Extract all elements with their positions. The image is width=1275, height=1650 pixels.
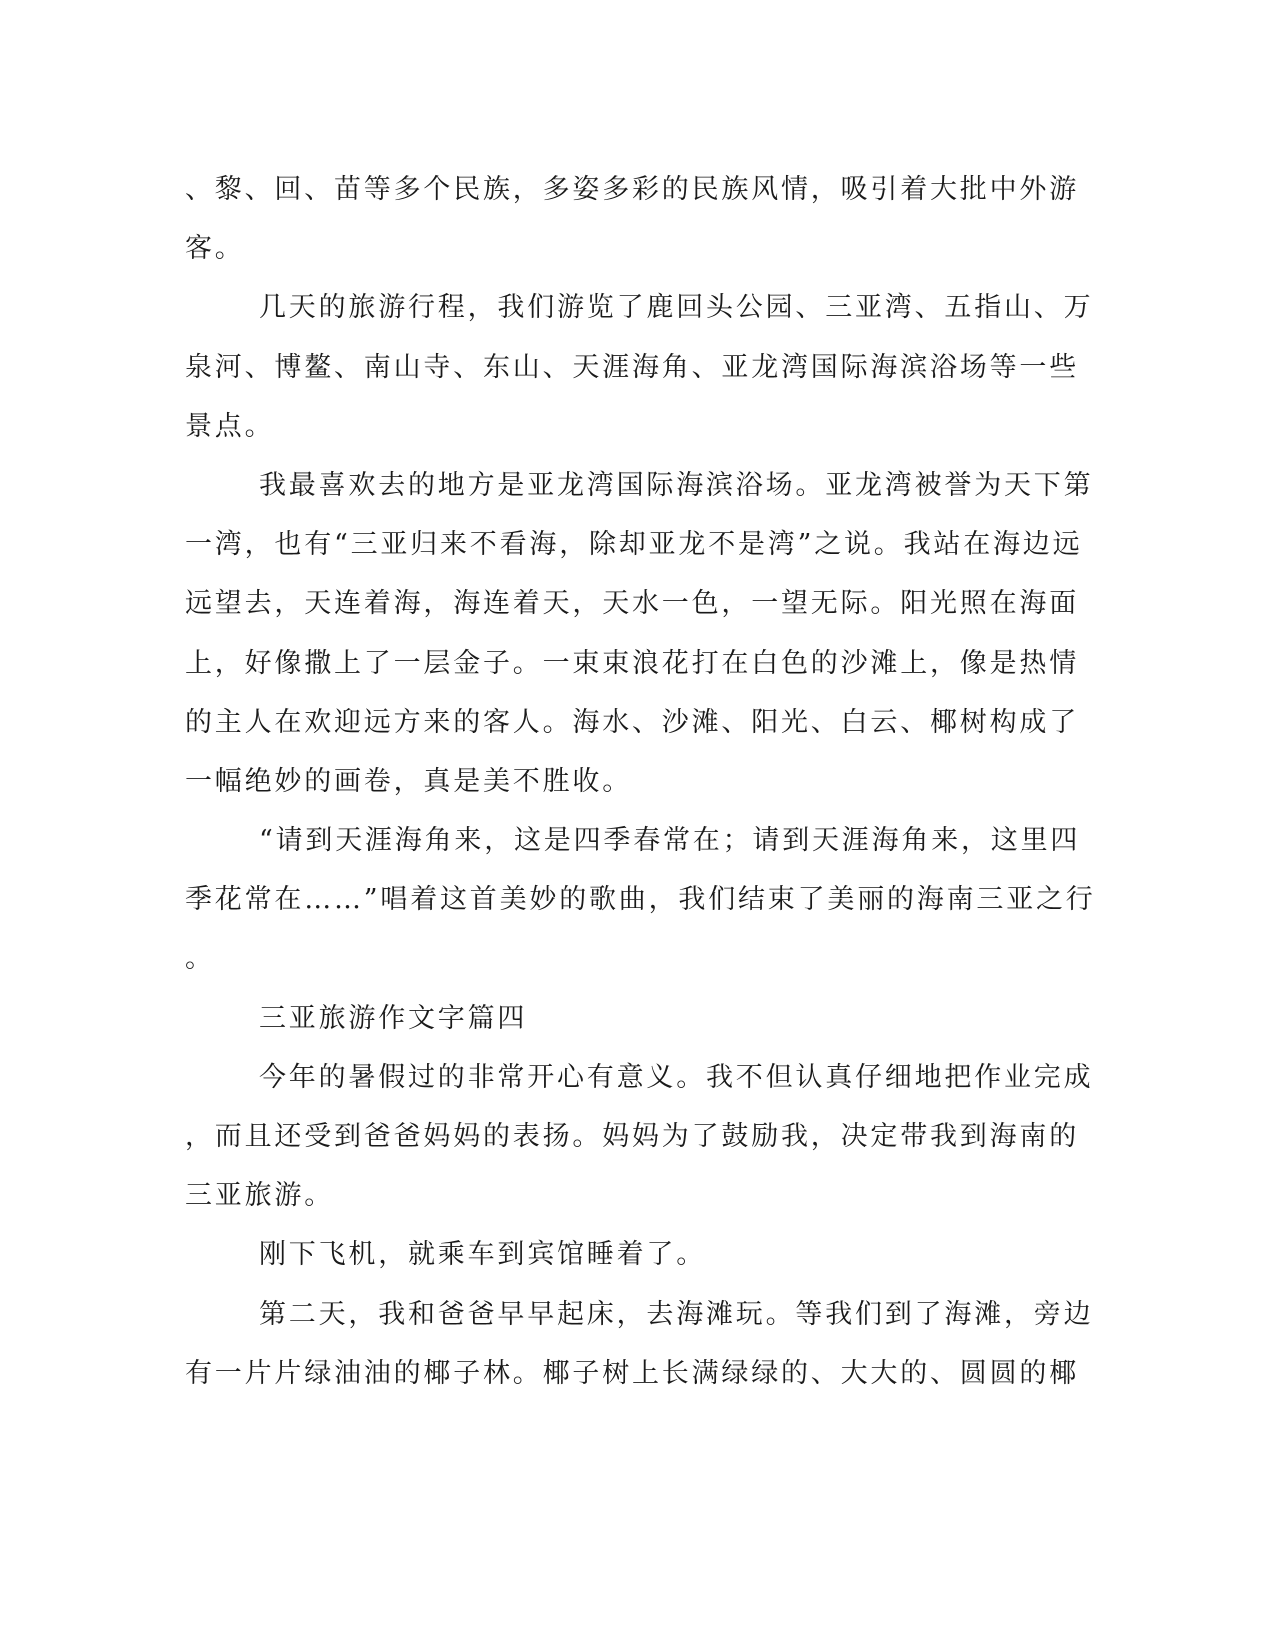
paragraph-start-line: 今年的暑假过的非常开心有意义。我不但认真仔细地把作业完成	[259, 1061, 1094, 1093]
text-line: 上，好像撒上了一层金子。一束束浪花打在白色的沙滩上，像是热情	[185, 647, 1079, 679]
text-line: 景点。	[185, 410, 275, 442]
paragraph-start-line: 第二天，我和爸爸早早起床，去海滩玩。等我们到了海滩，旁边	[259, 1298, 1094, 1330]
text-line: 三亚旅游。	[185, 1180, 334, 1212]
text-line: 一湾，也有“三亚归来不看海，除却亚龙不是湾”之说。我站在海边远	[185, 529, 1083, 561]
text-line: 、黎、回、苗等多个民族，多姿多彩的民族风情，吸引着大批中外游	[185, 174, 1079, 205]
paragraph-start-line: 我最喜欢去的地方是亚龙湾国际海滨浴场。亚龙湾被誉为天下第	[259, 469, 1094, 501]
paragraph-start-line: 刚下飞机，就乘车到宾馆睡着了。	[259, 1239, 706, 1271]
text-line: 。	[185, 943, 215, 975]
text-line: 有一片片绿油油的椰子林。椰子树上长满绿绿的、大大的、圆圆的椰	[185, 1357, 1079, 1389]
text-line: 泉河、博鳌、南山寺、东山、天涯海角、亚龙湾国际海滨浴场等一些	[185, 351, 1079, 383]
text-line: 季花常在……”唱着这首美妙的歌曲，我们结束了美丽的海南三亚之行	[185, 884, 1096, 916]
article-body	[185, 160, 1096, 1403]
section-heading: 三亚旅游作文字篇四	[259, 1002, 528, 1034]
paragraph-start-line: 几天的旅游行程，我们游览了鹿回头公园、三亚湾、五指山、万	[259, 292, 1094, 324]
text-line: ，而且还受到爸爸妈妈的表扬。妈妈为了鼓励我，决定带我到海南的	[185, 1121, 1079, 1152]
paragraph-start-line: “请到天涯海角来，这是四季春常在；请到天涯海角来，这里四	[259, 825, 1081, 857]
text-line: 客。	[185, 233, 245, 265]
text-line: 一幅绝妙的画卷，真是美不胜收。	[185, 765, 632, 797]
text-line: 的主人在欢迎远方来的客人。海水、沙滩、阳光、白云、椰树构成了	[185, 706, 1079, 738]
text-line: 远望去，天连着海，海连着天，天水一色，一望无际。阳光照在海面	[185, 588, 1079, 620]
